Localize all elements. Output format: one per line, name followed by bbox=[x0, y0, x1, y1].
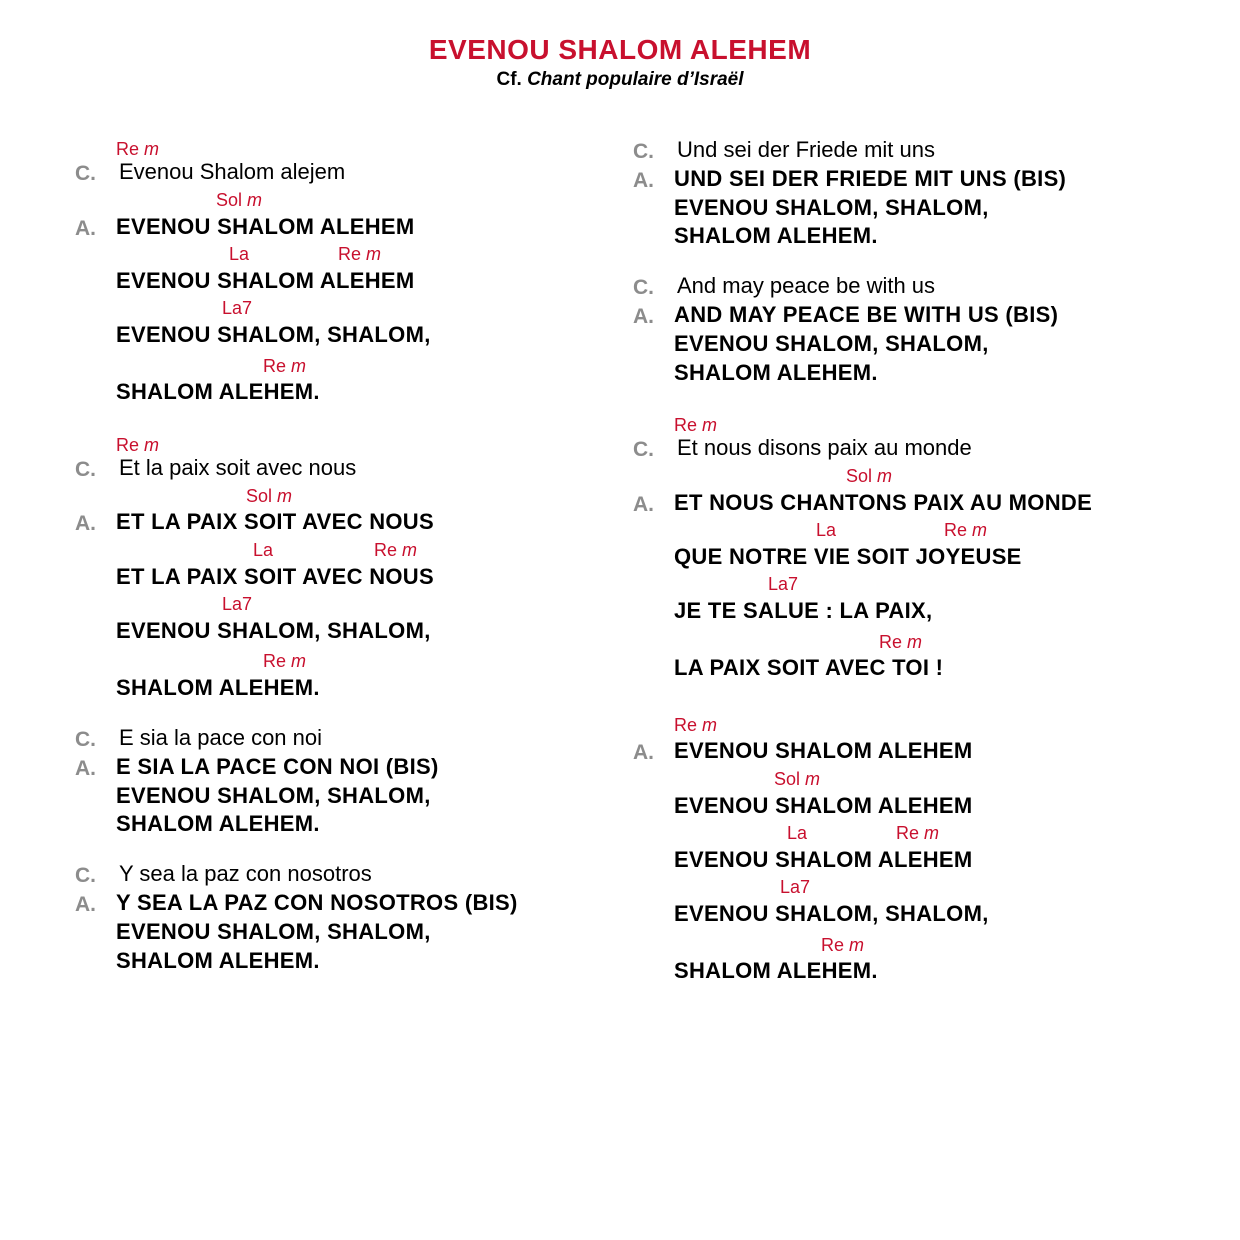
assembly-label: A. bbox=[633, 741, 654, 764]
verse8-assembly-line-2: EVENOU SHALOM ALEHEM bbox=[674, 793, 973, 818]
verse3-cantor-line: E sia la pace con noi bbox=[119, 725, 323, 750]
chord-re-m: Re m bbox=[263, 356, 307, 376]
chord-la: La bbox=[816, 520, 837, 540]
verse4-assembly-line-3: SHALOM ALEHEM. bbox=[116, 948, 320, 973]
chord-re-m: Re m bbox=[116, 435, 160, 455]
verse7-assembly-line-4: LA PAIX SOIT AVEC TOI ! bbox=[674, 655, 944, 680]
chord-re-m: Re m bbox=[374, 540, 418, 560]
source-prefix: Cf. bbox=[496, 69, 522, 90]
verse5-assembly-line-2: EVENOU SHALOM, SHALOM, bbox=[674, 195, 989, 220]
chord-re-m: Re m bbox=[263, 651, 307, 671]
chord-sol-m: Sol m bbox=[216, 190, 263, 210]
verse7-assembly-line-3: JE TE SALUE : LA PAIX, bbox=[674, 598, 933, 623]
verse4-assembly-line-2: EVENOU SHALOM, SHALOM, bbox=[116, 919, 431, 944]
verse8-assembly-line-5: SHALOM ALEHEM. bbox=[674, 958, 878, 983]
verse3-assembly-line-3: SHALOM ALEHEM. bbox=[116, 811, 320, 836]
verse8-assembly-line-4: EVENOU SHALOM, SHALOM, bbox=[674, 901, 989, 926]
chord-re-m: Re m bbox=[116, 139, 160, 159]
verse1-assembly-line-3: EVENOU SHALOM, SHALOM, bbox=[116, 322, 431, 347]
verse1-assembly-line-1: EVENOU SHALOM ALEHEM bbox=[116, 214, 415, 239]
verse2-cantor-line: Et la paix soit avec nous bbox=[119, 455, 357, 480]
cantor-label: C. bbox=[75, 728, 96, 751]
verse6-assembly-line-2: EVENOU SHALOM, SHALOM, bbox=[674, 331, 989, 356]
verse8-assembly-line-1: EVENOU SHALOM ALEHEM bbox=[674, 738, 973, 763]
chord-la: La bbox=[229, 244, 250, 264]
verse1-assembly-line-2: EVENOU SHALOM ALEHEM bbox=[116, 268, 415, 293]
chord-la7: La7 bbox=[222, 594, 253, 614]
source-name: Chant populaire d’Israël bbox=[527, 69, 744, 90]
chord-la7: La7 bbox=[780, 877, 811, 897]
assembly-label: A. bbox=[75, 757, 96, 780]
chord-re-m: Re m bbox=[821, 935, 865, 955]
chord-la7: La7 bbox=[768, 574, 799, 594]
verse1-assembly-line-4: SHALOM ALEHEM. bbox=[116, 379, 320, 404]
verse3-assembly-line-2: EVENOU SHALOM, SHALOM, bbox=[116, 783, 431, 808]
chord-re-m: Re m bbox=[338, 244, 382, 264]
verse7-assembly-line-1: ET NOUS CHANTONS PAIX AU MONDE bbox=[674, 490, 1093, 515]
cantor-label: C. bbox=[75, 864, 96, 887]
chord-re-m: Re m bbox=[879, 632, 923, 652]
chord-sol-m: Sol m bbox=[774, 769, 821, 789]
cantor-label: C. bbox=[633, 438, 654, 461]
song-title: EVENOU SHALOM ALEHEM bbox=[428, 34, 812, 65]
assembly-label: A. bbox=[75, 217, 96, 240]
chord-re-m: Re m bbox=[944, 520, 988, 540]
verse5-assembly-line-1: UND SEI DER FRIEDE MIT UNS (BIS) bbox=[674, 166, 1067, 191]
chord-re-m: Re m bbox=[896, 823, 940, 843]
verse5-assembly-line-3: SHALOM ALEHEM. bbox=[674, 223, 878, 248]
verse2-assembly-line-1: ET LA PAIX SOIT AVEC NOUS bbox=[116, 509, 434, 534]
cantor-label: C. bbox=[75, 162, 96, 185]
chord-la: La bbox=[253, 540, 274, 560]
chord-la: La bbox=[787, 823, 808, 843]
song-source bbox=[0, 69, 1240, 91]
verse7-assembly-line-2: QUE NOTRE VIE SOIT JOYEUSE bbox=[674, 544, 1022, 569]
chord-sol-m: Sol m bbox=[246, 486, 293, 506]
verse8-assembly-line-3: EVENOU SHALOM ALEHEM bbox=[674, 847, 973, 872]
verse3-assembly-line-1: E SIA LA PACE CON NOI (BIS) bbox=[116, 754, 439, 779]
verse4-cantor-line: Y sea la paz con nosotros bbox=[119, 861, 372, 886]
assembly-label: A. bbox=[633, 169, 654, 192]
verse4-assembly-line-1: Y SEA LA PAZ CON NOSOTROS (BIS) bbox=[116, 890, 518, 915]
verse6-cantor-line: And may peace be with us bbox=[677, 273, 936, 298]
verse5-cantor-line: Und sei der Friede mit uns bbox=[677, 137, 935, 162]
verse2-assembly-line-3: EVENOU SHALOM, SHALOM, bbox=[116, 618, 431, 643]
chord-re-m: Re m bbox=[674, 415, 718, 435]
chord-sol-m: Sol m bbox=[846, 466, 893, 486]
assembly-label: A. bbox=[75, 512, 96, 535]
assembly-label: A. bbox=[633, 305, 654, 328]
assembly-label: A. bbox=[633, 493, 654, 516]
verse7-cantor-line: Et nous disons paix au monde bbox=[677, 435, 972, 460]
chord-la7: La7 bbox=[222, 298, 253, 318]
cantor-label: C. bbox=[633, 276, 654, 299]
cantor-label: C. bbox=[75, 458, 96, 481]
verse1-cantor-line: Evenou Shalom alejem bbox=[119, 159, 346, 184]
verse6-assembly-line-3: SHALOM ALEHEM. bbox=[674, 360, 878, 385]
chord-re-m: Re m bbox=[674, 715, 718, 735]
verse2-assembly-line-2: ET LA PAIX SOIT AVEC NOUS bbox=[116, 564, 434, 589]
verse6-assembly-line-1: AND MAY PEACE BE WITH US (BIS) bbox=[674, 302, 1059, 327]
verse2-assembly-line-4: SHALOM ALEHEM. bbox=[116, 675, 320, 700]
assembly-label: A. bbox=[75, 893, 96, 916]
cantor-label: C. bbox=[633, 140, 654, 163]
